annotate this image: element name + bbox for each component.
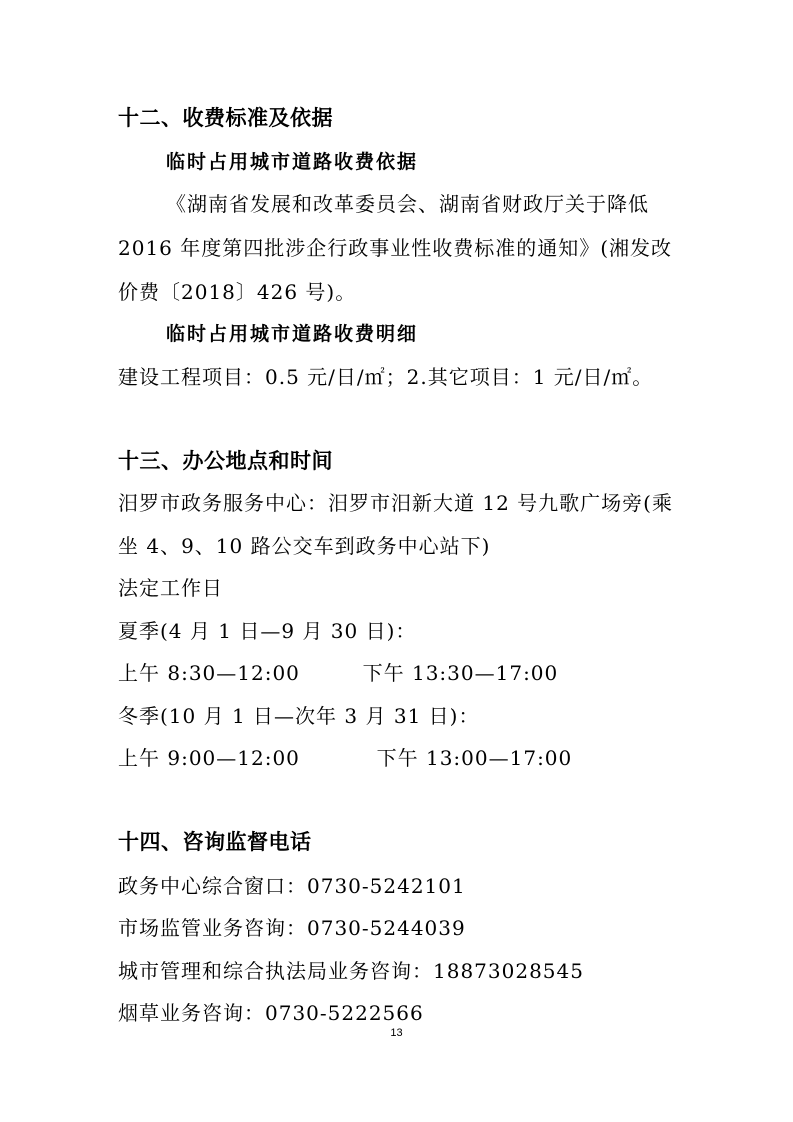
winter-schedule-label: 冬季(10 月 1 日—次年 3 月 31 日)：: [118, 704, 480, 728]
workday-label: 法定工作日: [118, 576, 223, 600]
phone-line-urban-management: 城市管理和综合执法局业务咨询：18873028545: [118, 959, 584, 983]
phone-line-market-supervision: 市场监管业务咨询：0730-5244039: [118, 916, 466, 940]
office-address-line-1: 汨罗市政务服务中心：汨罗市汨新大道 12 号九歌广场旁(乘: [118, 491, 673, 515]
fee-basis-text-line-2: 2016 年度第四批涉企行政事业性收费标准的通知》(湘发改: [118, 236, 673, 260]
summer-afternoon-hours: 下午 13:30—17:00: [362, 661, 559, 685]
summer-schedule-label: 夏季(4 月 1 日—9 月 30 日)：: [118, 619, 417, 643]
fee-detail-text: 建设工程项目：0.5 元/日/㎡；2.其它项目：1 元/日/㎡。: [118, 365, 654, 389]
section-12-heading: 十二、收费标准及依据: [118, 106, 333, 130]
winter-hours-row: [118, 746, 572, 770]
fee-basis-subheading: 临时占用城市道路收费依据: [166, 151, 419, 173]
section-14-heading: 十四、咨询监督电话: [118, 830, 312, 854]
office-address-line-2: 坐 4、9、10 路公交车到政务中心站下): [118, 534, 491, 558]
fee-basis-text-line-3: 价费〔2018〕426 号)。: [118, 280, 357, 304]
fee-detail-subheading: 临时占用城市道路收费明细: [166, 323, 419, 345]
winter-afternoon-hours: 下午 13:00—17:00: [376, 746, 573, 770]
summer-morning-hours: 上午 8:30—12:00: [118, 661, 300, 685]
phone-line-tobacco: 烟草业务咨询：0730-5222566: [118, 1001, 424, 1025]
fee-basis-text-line-1: 《湖南省发展和改革委员会、湖南省财政厅关于降低: [166, 192, 649, 216]
summer-hours-row: [118, 661, 558, 685]
phone-line-service-center: 政务中心综合窗口：0730-5242101: [118, 874, 466, 898]
section-13-heading: 十三、办公地点和时间: [118, 449, 333, 473]
page-number: 13: [390, 1027, 403, 1039]
winter-morning-hours: 上午 9:00—12:00: [118, 746, 300, 770]
